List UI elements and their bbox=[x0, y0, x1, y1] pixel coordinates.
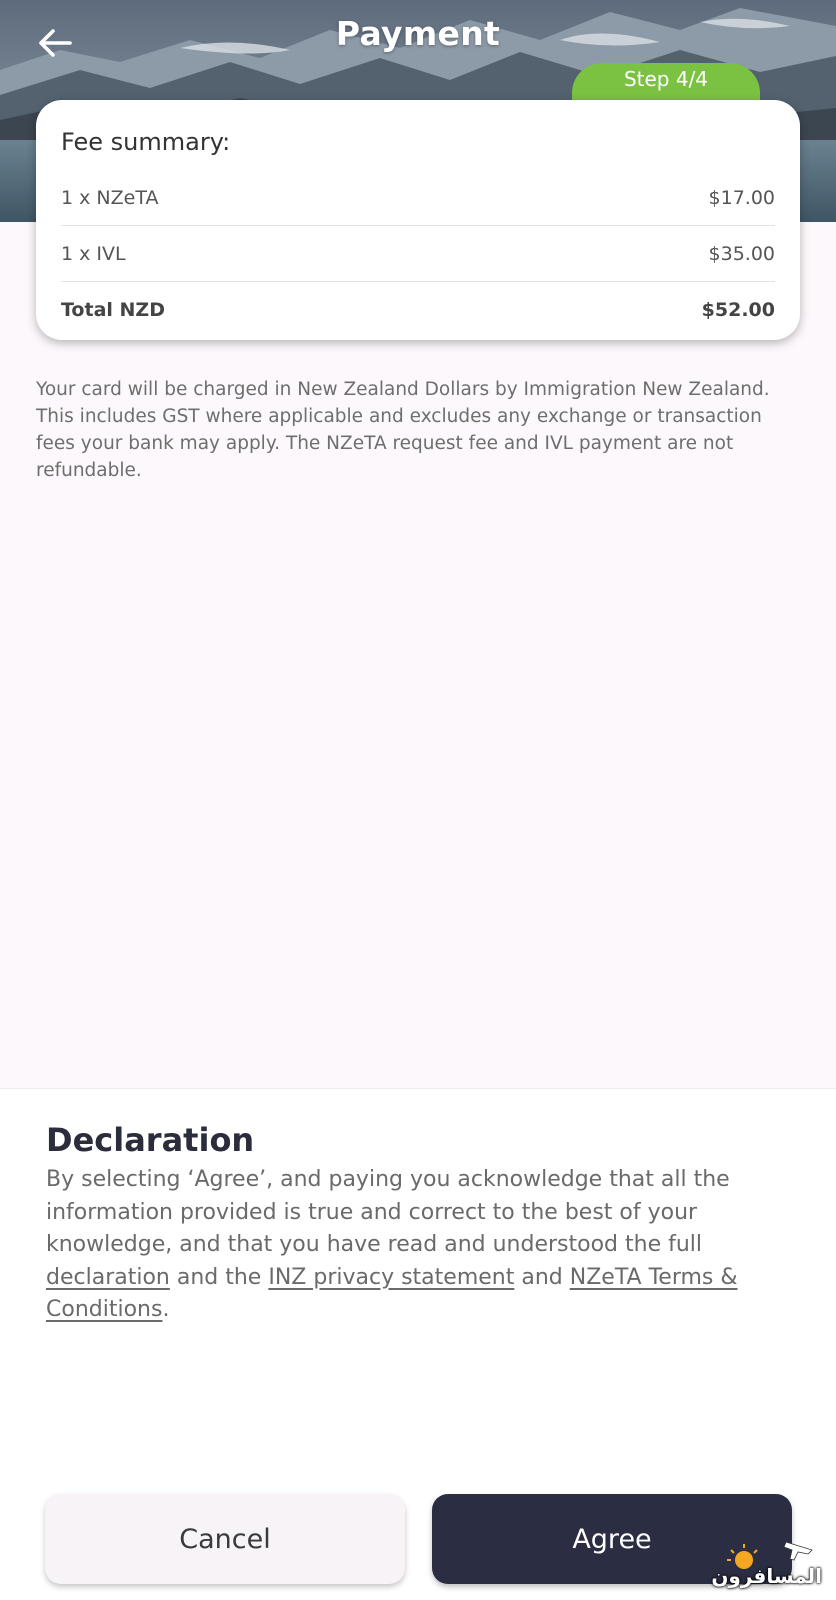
fee-row bbox=[61, 226, 775, 282]
declaration-title: Declaration bbox=[46, 1121, 255, 1159]
fee-summary-heading: Fee summary: bbox=[61, 128, 231, 156]
declaration-text-part: and bbox=[514, 1264, 570, 1290]
fee-item-amount: $35.00 bbox=[708, 242, 775, 265]
page-title: Payment bbox=[335, 14, 501, 53]
declaration-text-part: By selecting ‘Agree’, and paying you acknowledge that all the information provided is true and correct to the best of your knowledge, and that you have read and understood the full bbox=[46, 1167, 730, 1257]
agree-button[interactable]: Agree bbox=[432, 1494, 792, 1584]
cancel-button[interactable]: Cancel bbox=[45, 1494, 405, 1584]
fee-summary-card bbox=[36, 100, 800, 340]
fee-total-row bbox=[61, 282, 775, 337]
declaration-link[interactable]: declaration bbox=[46, 1264, 170, 1290]
watermark-logo bbox=[711, 1536, 826, 1592]
fee-total-label: Total NZD bbox=[61, 298, 165, 321]
fee-item-amount: $17.00 bbox=[708, 186, 775, 209]
privacy-statement-link[interactable]: INZ privacy statement bbox=[268, 1264, 515, 1290]
fee-item-label: 1 x IVL bbox=[61, 242, 126, 265]
step-indicator-badge: Step 4/4 bbox=[572, 63, 760, 123]
fee-total-amount: $52.00 bbox=[701, 298, 775, 321]
declaration-text-part: . bbox=[162, 1297, 170, 1322]
terms-conditions-link[interactable]: NZeTA Terms & Conditions bbox=[46, 1264, 738, 1322]
declaration-text bbox=[46, 1164, 786, 1327]
fee-row bbox=[61, 170, 775, 226]
fee-item-label: 1 x NZeTA bbox=[61, 186, 159, 209]
payment-notice-text: Your card will be charged in New Zealand Dollars by Immigration New Zealand. This includes GST where applicable and excludes any exchange or transaction fees your bank may apply. The NZeTA request fee and IVL payment are not refundable. bbox=[36, 379, 770, 481]
declaration-text-part: and the bbox=[169, 1264, 269, 1290]
watermark-text: المسافرون bbox=[711, 1564, 822, 1588]
